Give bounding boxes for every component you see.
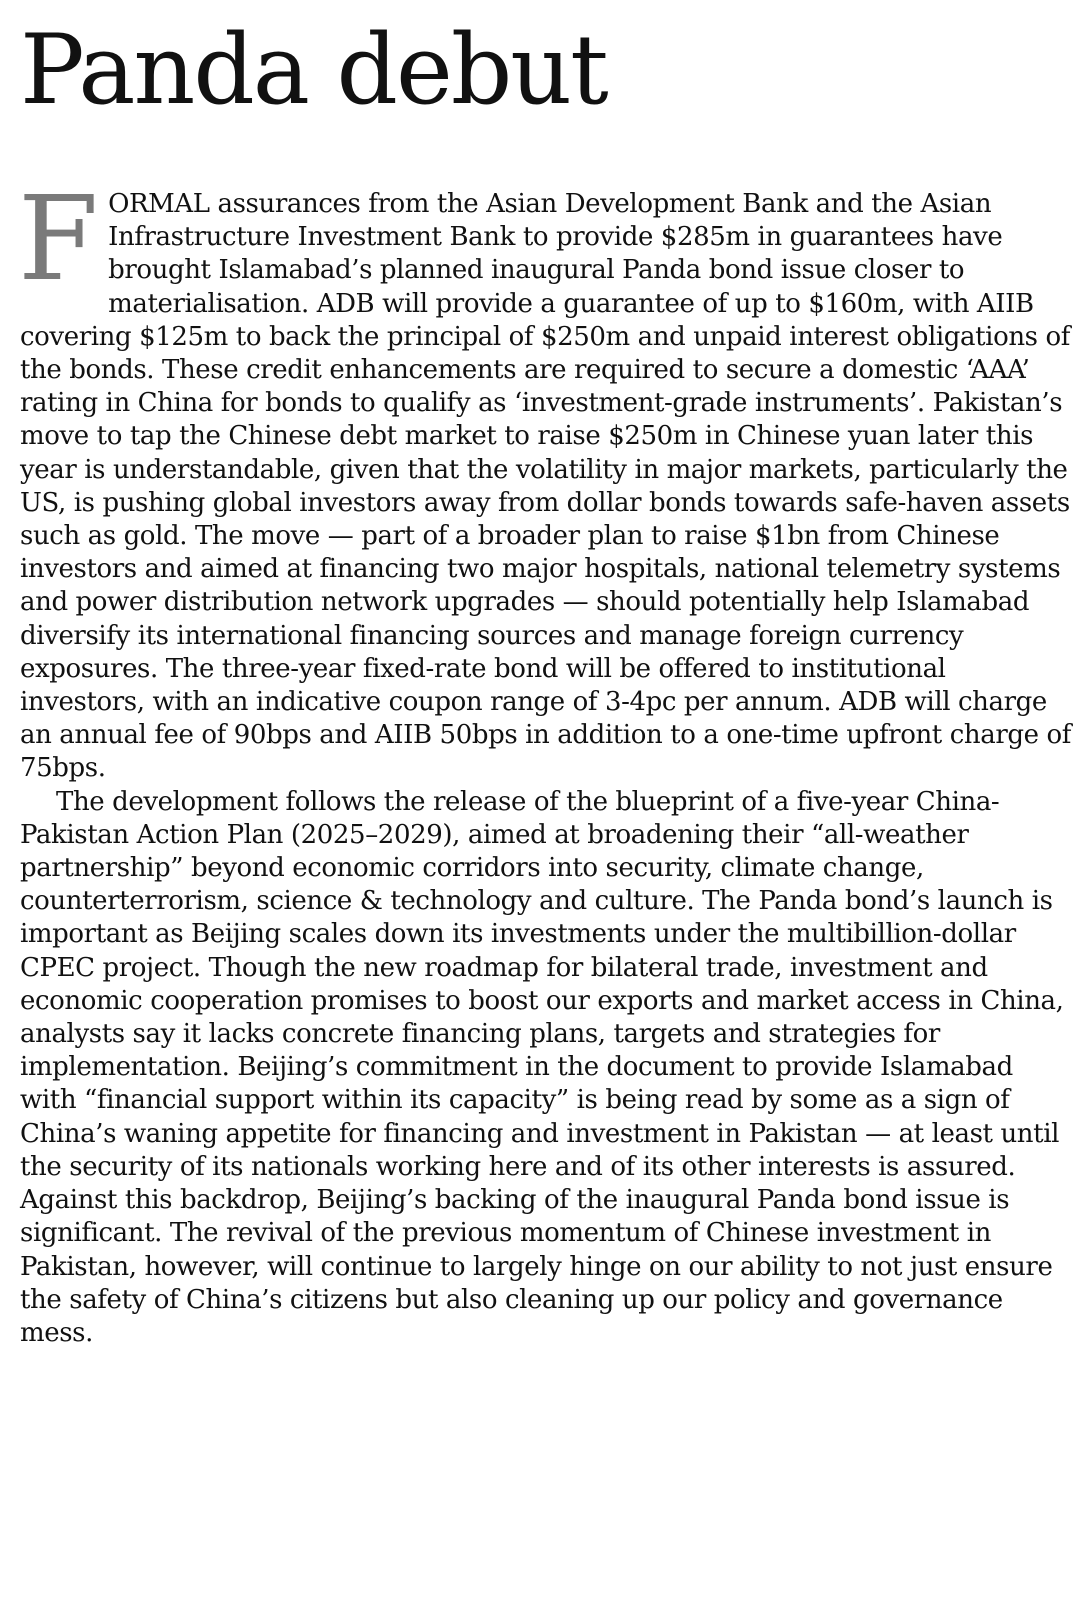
paragraph-1-text: ORMAL assurances from the Asian Development Bank and the Asian Infrastructure Investment Bank to provide $285m in guarantees have brought Islamabad’s planned inaugural Panda bond issue closer to materialisation. ADB will provide a guarantee of up to $160m, with AIIB covering $125m to back the principal of $250m and unpaid interest obligations of the bonds. These credit enhancements are required to secure a domestic ‘AAA’ rating in China for bonds to qualify as ‘investment-grade instruments’. Pakistan’s move to tap the Chinese debt market to raise $250m in Chinese yuan later this year is understandable, given that the volatility in major markets, particularly the US, is pushing global investors away from dollar bonds towards safe-haven assets such as gold. The move — part of a broader plan to raise $1bn from Chinese investors and aimed at financing two major hospitals, national telemetry systems and power distribution network upgrades — should potentially help Islamabad diversify its international financing sources and manage foreign currency exposures. The three-year fixed-rate bond will be offered to institutional investors, with an indicative coupon range of 3-4pc per annum. ADB will charge an annual fee of 90bps and AIIB 50bps in addition to a one-time upfront charge of 75bps.: [20, 189, 1071, 784]
paragraph-2: The development follows the release of the blueprint of a five-year China-Pakistan Action Plan (2025–2029), aimed at broadening their “all-weather partnership” beyond economic corridors into security, climate change, counterterrorism, science & technology and culture. The Panda bond’s launch is important as Beijing scales down its investments under the multibillion-dollar CPEC project. Though the new roadmap for bilateral trade, investment and economic cooperation promises to boost our exports and market access in China, analysts say it lacks concrete financing plans, targets and strategies for implementation. Beijing’s commitment in the document to provide Islamabad with “financial support within its capacity” is being read by some as a sign of China’s waning appetite for financing and investment in Pakistan — at least until the security of its nationals working here and of its other interests is assured. Against this backdrop, Beijing’s backing of the inaugural Panda bond issue is significant. The revival of the previous momentum of Chinese investment in Pakistan, however, will continue to largely hinge on our ability to not just ensure the safety of China’s citizens but also cleaning up our policy and governance mess.: [20, 786, 1064, 1348]
editorial-article: [20, 0, 1072, 1350]
article-body: [18, 172, 1072, 1350]
headline: Panda debut: [20, 14, 607, 126]
drop-cap: F: [18, 172, 99, 307]
paragraph-1: [18, 172, 1072, 786]
